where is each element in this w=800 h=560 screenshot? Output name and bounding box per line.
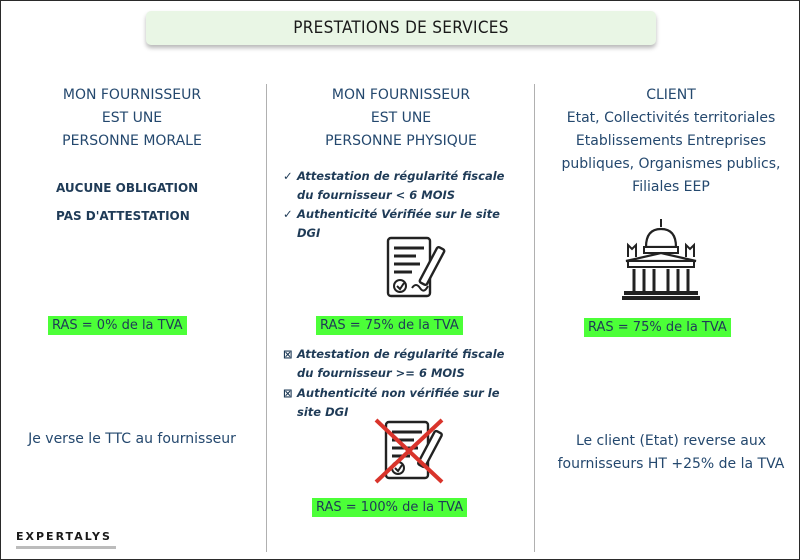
col1-obligation: AUCUNE OBLIGATION: [56, 181, 199, 195]
item-line: Attestation de régularité fiscale: [297, 347, 505, 361]
col3-note: [546, 430, 796, 476]
col2-box-item: [283, 384, 500, 422]
item-line: du fournisseur >= 6 MOIS: [297, 366, 465, 380]
col3-heading-line: publiques, Organismes publics,: [561, 156, 781, 172]
col2-ras-badge: RAS = 75% de la TVA: [316, 316, 463, 335]
col3-note-line: fournisseurs HT +25% de la TVA: [557, 456, 785, 472]
col2-check-item: [283, 167, 504, 205]
col3-note-line: Le client (Etat) reverse aux: [575, 433, 767, 449]
item-line: site DGI: [297, 405, 349, 419]
item-line: Authenticité Vérifiée sur le site: [297, 207, 500, 221]
col1-heading-line: PERSONNE MORALE: [62, 133, 202, 149]
brand-tagline-bar: [16, 546, 116, 549]
check-icon: ✓: [283, 207, 293, 221]
col3-heading-line: Etat, Collectivités territoriales: [566, 110, 776, 126]
col2-box-item: [283, 345, 504, 383]
brand-logo: EXPERTALYS: [16, 530, 112, 543]
check-icon: ✓: [283, 169, 293, 183]
col3-heading-line: Etablissements Entreprises: [575, 133, 767, 149]
item-line: Attestation de régularité fiscale: [297, 169, 505, 183]
col3-ras-badge: RAS = 75% de la TVA: [584, 318, 731, 337]
col3-heading-line: Filiales EEP: [632, 179, 710, 195]
item-line: du fournisseur < 6 MOIS: [297, 188, 456, 202]
col1-heading: [16, 84, 248, 153]
item-line: Authenticité non vérifiée sur le: [297, 386, 500, 400]
government-building-icon: [620, 217, 702, 301]
col1-obligation: PAS D'ATTESTATION: [56, 209, 190, 223]
col1-ras-badge: RAS = 0% de la TVA: [48, 316, 187, 335]
column-divider-left: [266, 84, 267, 552]
col3-heading: [546, 84, 796, 199]
col1-heading-line: EST UNE: [101, 110, 163, 126]
crossed-box-icon: ⊠: [283, 347, 293, 361]
column-divider-right: [534, 84, 535, 552]
signed-document-icon: [378, 236, 458, 300]
item-line: DGI: [297, 226, 321, 240]
col3-heading-line: CLIENT: [646, 87, 696, 103]
col2-heading-line: PERSONNE PHYSIQUE: [325, 133, 477, 149]
col1-note: Je verse le TTC au fournisseur: [28, 431, 236, 447]
rejected-document-icon: [372, 418, 452, 484]
col2-heading-line: MON FOURNISSEUR: [331, 87, 471, 103]
col2-heading: [286, 84, 516, 153]
col2-ras-badge-100: RAS = 100% de la TVA: [312, 498, 467, 517]
col1-heading-line: MON FOURNISSEUR: [62, 87, 202, 103]
crossed-box-icon: ⊠: [283, 386, 293, 400]
col2-heading-line: EST UNE: [370, 110, 432, 126]
page-title: PRESTATIONS DE SERVICES: [146, 11, 656, 45]
